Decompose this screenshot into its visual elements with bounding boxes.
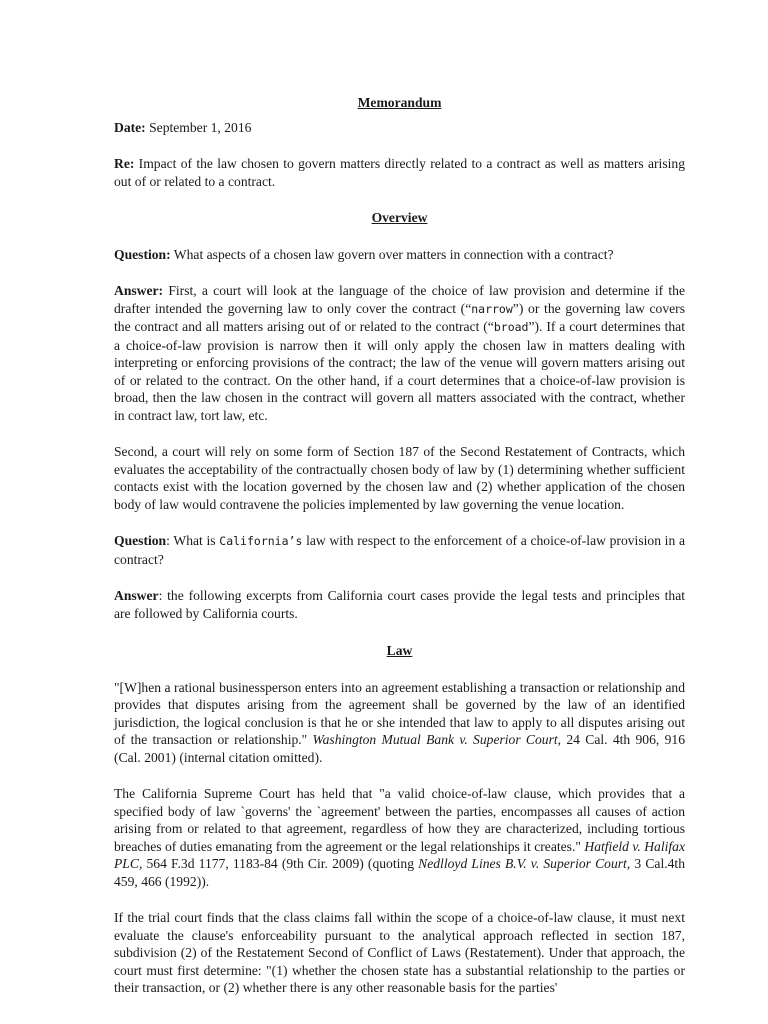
overview-heading: Overview (371, 210, 428, 225)
question-1 (114, 246, 685, 264)
law-paragraph-2 (114, 785, 685, 890)
answer-2-label: Answer (114, 588, 159, 603)
answer-2 (114, 587, 685, 622)
hatfield-citation: , 564 F.3d 1177, 1183-84 (9th Cir. 2009) (quoting (138, 856, 419, 871)
law-paragraph-2-text: The California Supreme Court has held that "a valid choice-of-law clause, which provides that a specified body of law `governs' the `agreement' between the parties, encompasses all causes of action arising from or related to that agreement, regardless of how they are characterized, including tortious breaches of duties emanating from the agreement or the legal relationships it creates." (114, 786, 685, 854)
question-2-label: Question (114, 533, 167, 548)
question-2 (114, 532, 685, 568)
broad-term: broad (493, 320, 529, 334)
washington-mutual-case: Washington Mutual Bank v. Superior Court, (312, 732, 562, 747)
question-2-text-part-2: law with respect to the enforcement of a choice-of-law provision in a contract? (114, 533, 685, 567)
re-value: Impact of the law chosen to govern matters directly related to a contract as well as matters arising out of or related to a contract. (114, 156, 685, 189)
law-paragraph-1-text: "[W]hen a rational businessperson enters into an agreement establishing a transaction or relationship and provides that disputes arising from the agreement shall be governed by the law of an identified jurisdiction, the logical conclusion is that he or she intended that law to apply to all disputes arising out of the transaction or relationship." (114, 679, 685, 747)
re-label: Re: (114, 156, 135, 171)
question-1-text: What aspects of a chosen law govern over matters in connection with a contract? (170, 246, 614, 262)
hatfield-case: Hatfield v. Halifax PLC (114, 838, 686, 871)
law-heading: Law (386, 643, 413, 658)
answer-1-second-paragraph: Second, a court will rely on some form of Section 187 of the Second Restatement of Contracts, which evaluates the acceptability of the contractually chosen body of law by (1) determining whether sufficient contacts exist with the location governed by the chosen law and (2) whether application of the chosen body of law would contravene the policies implemented by law governing the venue location. (114, 444, 685, 512)
law-paragraph-1 (114, 679, 685, 767)
question-2-text-part-1: : What is (166, 533, 220, 548)
answer-1-label: Answer: (114, 283, 164, 298)
re-line (114, 155, 685, 190)
answer-1-text-part-1: First, a court will look at the language of the choice of law provision and determine if the drafter intended the governing law to only cover the contract (“ (114, 283, 685, 316)
question-1-label: Question: (114, 246, 171, 262)
nedlloyd-citation: 3 Cal.4th 459, 466 (1992)). (114, 856, 685, 889)
law-paragraph-3: If the trial court finds that the class claims fall within the scope of a choice-of-law clause, it must next evaluate the clause's enforceability pursuant to the analytical approach reflected in section 187, subdivision (2) of the Restatement Second of Conflict of Laws (Restatement). Under that approach, the court must first determine: "(1) whether the chosen state has a substantial relationship to the parties or their transaction, or (2) whether there is any other reasonable basis for the parties' (114, 910, 685, 995)
answer-2-text: : the following excerpts from California court cases provide the legal tests and principles that are followed by California courts. (114, 588, 685, 621)
narrow-term: narrow (471, 301, 513, 316)
answer-1-text-part-3: ”). If a court determines that a choice-of-law provision is narrow then it will only apply the chosen law in matters dealing with interpreting or enforcing provisions of the contract; the law of the venue will govern matters arising out of or related to the contract. On the other hand, if a court determines that a choice-of-law provision is broad, then the law chosen in the contract will govern all matters associated with the contract, whether in contract law, tort law, etc. (114, 319, 685, 423)
date-label: Date: (114, 119, 146, 135)
law-paragraph-1-citation: 24 Cal. 4th 906, 916 (Cal. 2001) (internal citation omitted). (114, 732, 685, 765)
date-value: September 1, 2016 (145, 119, 252, 135)
california-term: California’s (219, 534, 303, 548)
answer-1-text-part-2: ”) or the governing law covers the contract and all matters arising out of or related to the contract (“ (114, 300, 685, 334)
answer-1 (114, 282, 685, 424)
memo-title: Memorandum (357, 95, 442, 110)
date-line (114, 119, 685, 137)
nedlloyd-case: Nedlloyd Lines B.V. v. Superior Court, (418, 856, 631, 871)
